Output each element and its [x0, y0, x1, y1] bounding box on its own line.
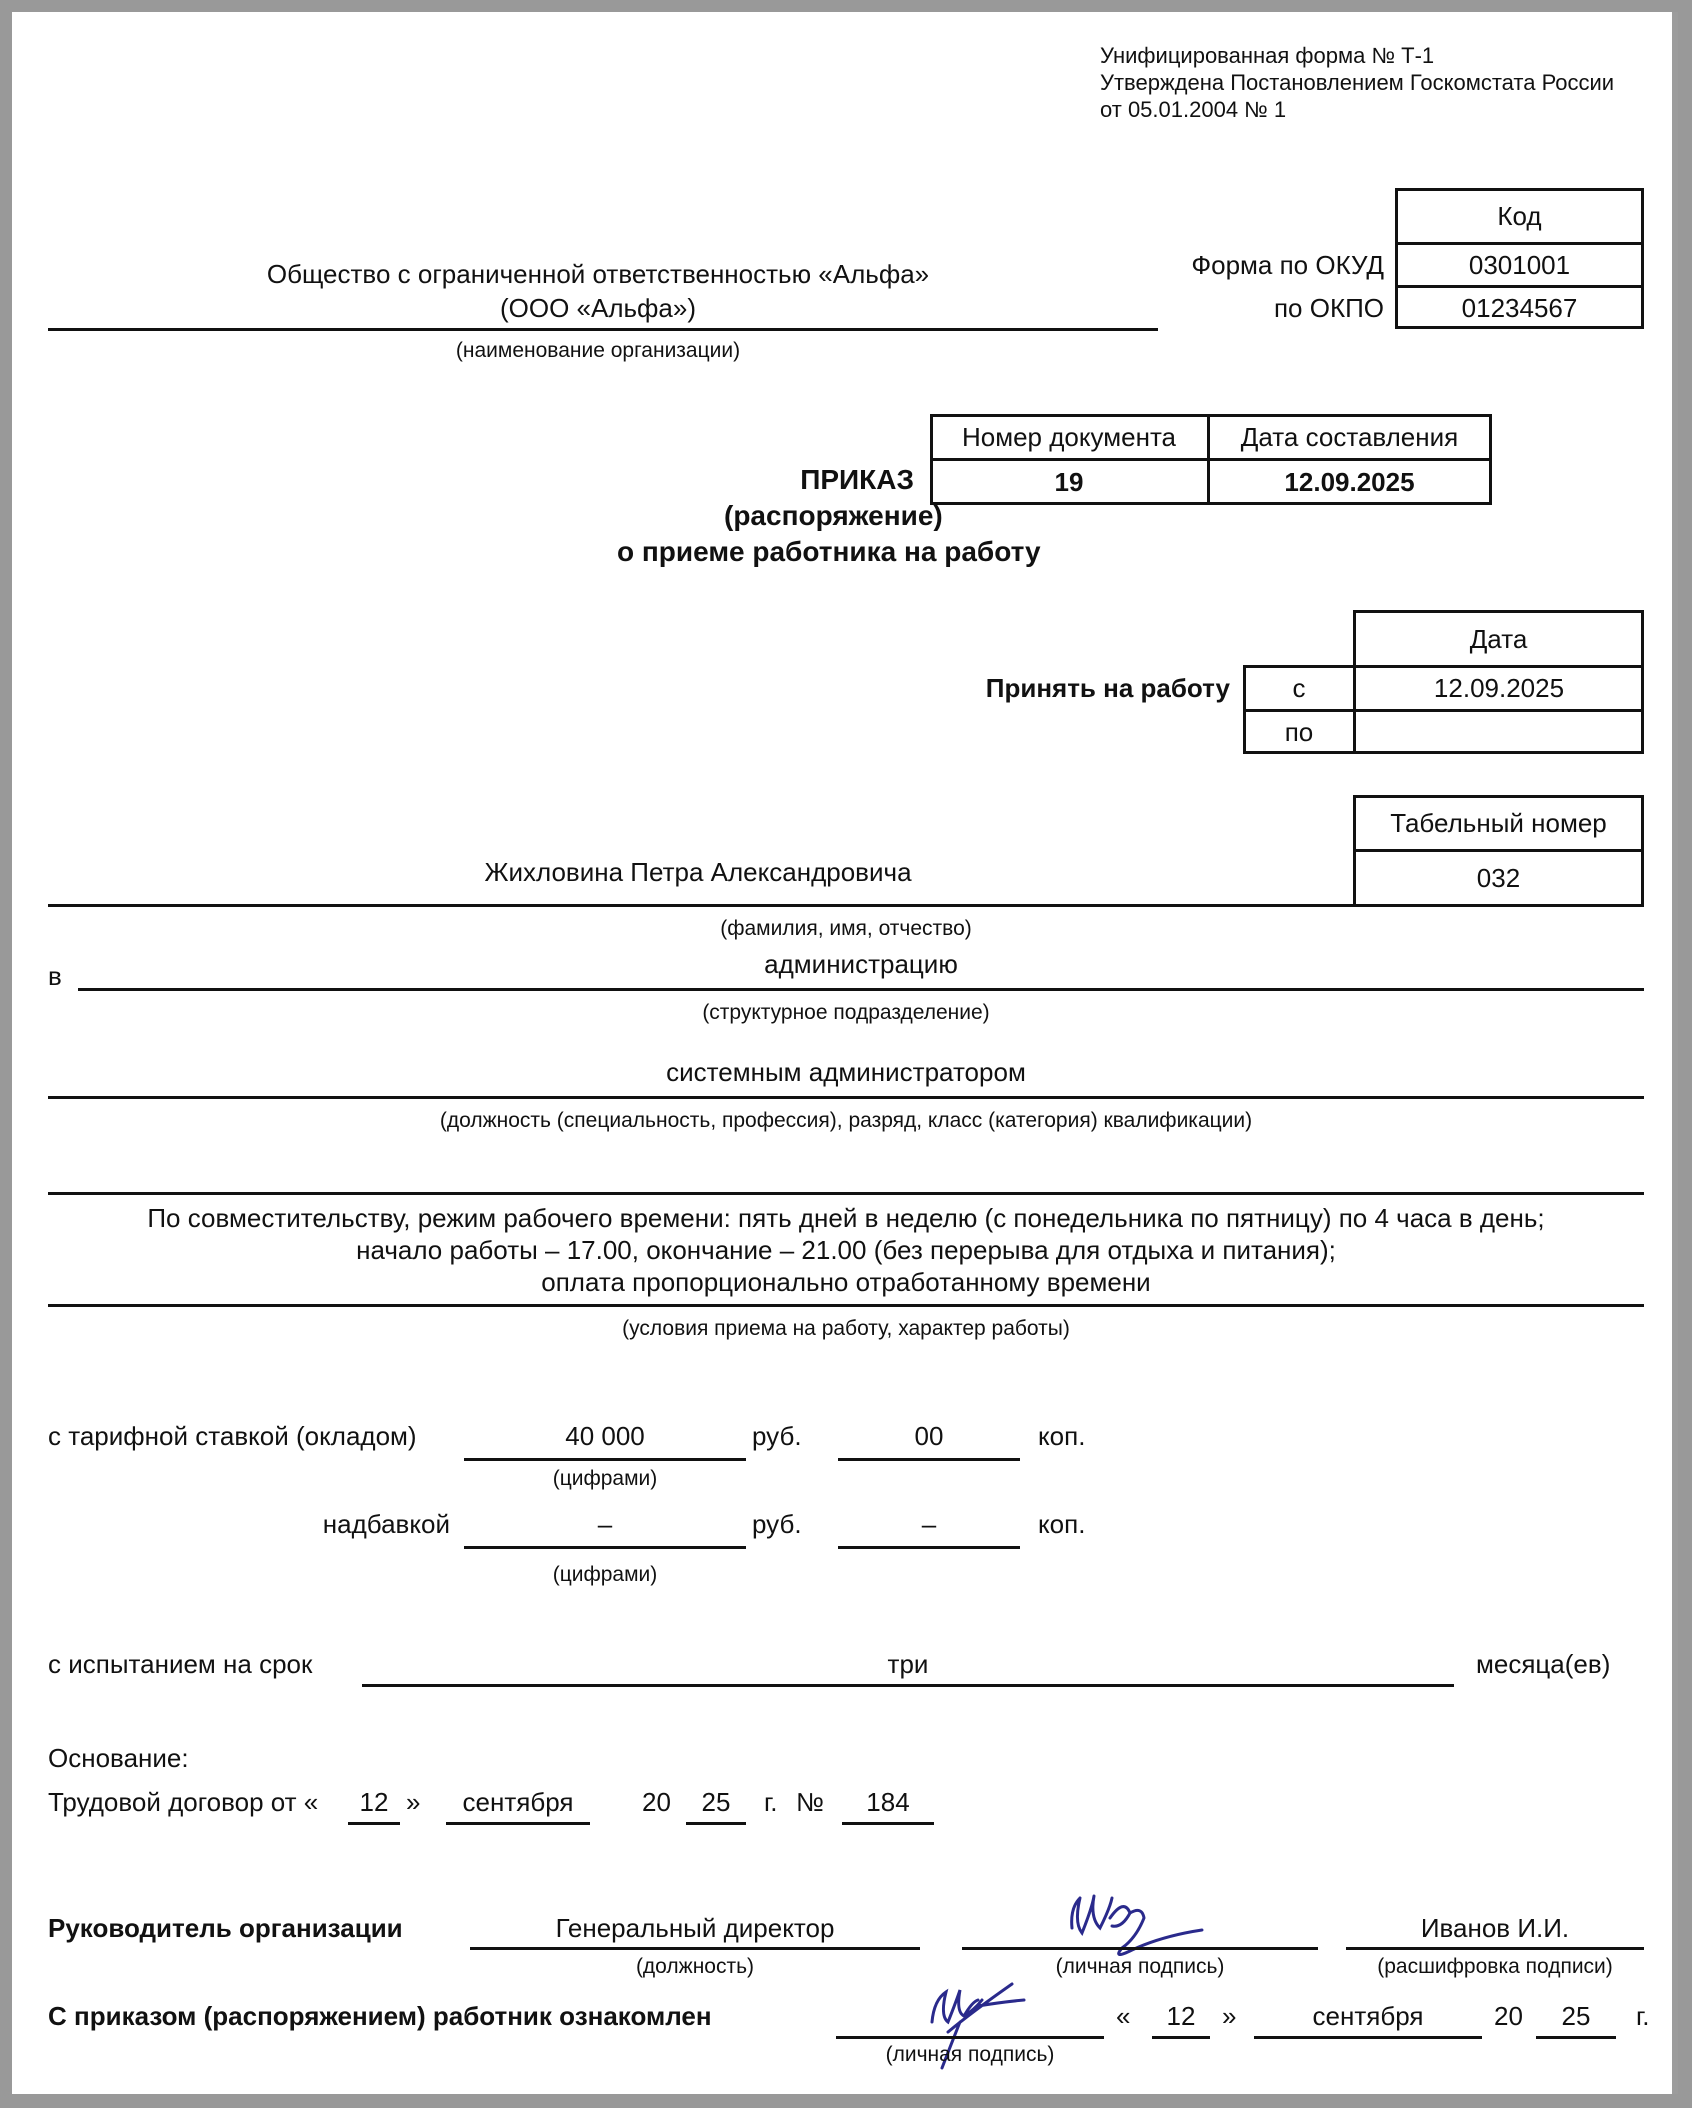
department-underline	[78, 988, 1644, 991]
conditions-line-2: начало работы – 17.00, окончание – 21.00 (без перерыва для отдыха и питания);	[356, 1235, 1336, 1265]
conditions-top-line	[48, 1192, 1644, 1195]
hire-to-value	[1356, 712, 1642, 752]
rate-rub-value: 40 000	[565, 1421, 645, 1451]
hire-to-label: по	[1284, 716, 1314, 747]
document-title: ПРИКАЗ	[800, 464, 914, 495]
rate-kop-value: 00	[914, 1421, 944, 1451]
codes-header: Код	[1497, 200, 1542, 231]
probation-unit: месяца(ев)	[1476, 1649, 1611, 1679]
conditions-text	[48, 1202, 1644, 1298]
ack-century: 20	[1494, 2001, 1523, 2031]
employee-signature-caption: (личная подпись)	[885, 2043, 1055, 2066]
head-name-underline	[1346, 1947, 1644, 1950]
organization-underline	[48, 328, 1158, 331]
doc-date-header: Дата составления	[1240, 421, 1459, 452]
contract-close-quote: »	[406, 1787, 421, 1817]
hire-label: Принять на работу	[985, 673, 1230, 703]
ack-month: сентября	[1312, 2001, 1424, 2031]
ack-close-quote: »	[1222, 2001, 1237, 2031]
bonus-kop-underline	[838, 1546, 1020, 1549]
position-caption: (должность (специальность, профессия), разряд, класс (категория) квалификации)	[439, 1109, 1253, 1132]
contract-number: 184	[866, 1787, 910, 1817]
bonus-rub-label: руб.	[752, 1509, 802, 1539]
bonus-kop-value: –	[921, 1509, 937, 1539]
department-prefix: в	[48, 961, 62, 991]
ack-year-underline	[1536, 2036, 1616, 2039]
okpo-label: по ОКПО	[1273, 293, 1384, 323]
basis-label: Основание:	[48, 1743, 189, 1773]
contract-day: 12	[359, 1787, 389, 1817]
hire-from-value: 12.09.2025	[1433, 673, 1565, 703]
contract-month-underline	[446, 1822, 590, 1825]
department-value: администрацию	[764, 949, 958, 979]
conditions-line-3: оплата пропорционально отработанному времени	[541, 1267, 1151, 1297]
contract-number-sign: №	[796, 1787, 824, 1817]
probation-value: три	[887, 1649, 929, 1679]
doc-date-value: 12.09.2025	[1284, 466, 1415, 497]
ack-day: 12	[1166, 2001, 1196, 2031]
rate-digits-caption: (цифрами)	[552, 1467, 658, 1490]
contract-number-underline	[842, 1822, 934, 1825]
okpo-value: 01234567	[1461, 292, 1578, 323]
bonus-rub-underline	[464, 1546, 746, 1549]
head-signature-caption: (личная подпись)	[1055, 1955, 1225, 1978]
bonus-rub-value: –	[597, 1509, 613, 1539]
rate-rub-underline	[464, 1458, 746, 1461]
employee-full-name: Жихловина Петра Александровича	[484, 857, 912, 887]
doc-number-value: 19	[1054, 466, 1084, 497]
head-label: Руководитель организации	[48, 1913, 403, 1943]
probation-underline	[362, 1684, 1454, 1687]
approval-note: Утверждена Постановлением Госкомстата России	[1100, 70, 1615, 95]
contract-day-underline	[348, 1822, 400, 1825]
okud-value: 0301001	[1468, 249, 1571, 280]
acknowledgement-label: С приказом (распоряжением) работник ознакомлен	[48, 2001, 712, 2031]
ack-year-suffix: г.	[1636, 2001, 1650, 2031]
department-caption: (структурное подразделение)	[702, 1001, 990, 1024]
ack-day-underline	[1152, 2036, 1210, 2039]
contract-month: сентября	[462, 1787, 574, 1817]
conditions-caption: (условия приема на работу, характер работы)	[622, 1317, 1070, 1340]
position-underline	[48, 1096, 1644, 1099]
contract-year-underline	[686, 1822, 746, 1825]
approval-date: от 05.01.2004 № 1	[1100, 97, 1287, 122]
contract-century: 20	[642, 1787, 671, 1817]
head-signature-underline	[962, 1947, 1318, 1950]
tab-number-header: Табельный номер	[1390, 807, 1607, 838]
rate-rub-label: руб.	[752, 1421, 802, 1451]
tab-number-value: 032	[1476, 863, 1521, 893]
contract-year: 25	[701, 1787, 731, 1817]
ack-month-underline	[1254, 2036, 1482, 2039]
bonus-kop-label: коп.	[1038, 1509, 1086, 1539]
document-subject: о приеме работника на работу	[617, 536, 1041, 567]
document-page	[12, 12, 1678, 2094]
organization-caption: (наименование организации)	[455, 339, 741, 362]
head-position: Генеральный директор	[555, 1913, 835, 1943]
organization-name: Общество с ограниченной ответственностью «Альфа»	[266, 259, 930, 289]
bonus-digits-caption: (цифрами)	[552, 1563, 658, 1586]
head-name: Иванов И.И.	[1420, 1913, 1570, 1943]
employee-signature-underline	[836, 2036, 1104, 2039]
rate-label: с тарифной ставкой (окладом)	[48, 1421, 417, 1451]
position-value: системным администратором	[666, 1057, 1026, 1087]
rate-kop-underline	[838, 1458, 1020, 1461]
contract-label: Трудовой договор от «	[48, 1787, 319, 1817]
ack-open-quote: «	[1116, 2001, 1131, 2031]
head-position-caption: (должность)	[635, 1955, 755, 1978]
form-header-note	[1100, 42, 1614, 123]
name-caption: (фамилия, имя, отчество)	[720, 917, 972, 940]
hire-date-header: Дата	[1469, 623, 1528, 654]
head-position-underline	[470, 1947, 920, 1950]
head-name-caption: (расшифровка подписи)	[1377, 1955, 1613, 1978]
form-name: Унифицированная форма № Т-1	[1100, 43, 1435, 68]
conditions-line-1: По совместительству, режим рабочего времени: пять дней в неделю (с понедельника по пятницу) по 4 часа в день;	[147, 1203, 1545, 1233]
probation-label: с испытанием на срок	[48, 1649, 313, 1679]
ack-year: 25	[1561, 2001, 1591, 2031]
hire-from-label: с	[1292, 673, 1306, 703]
rate-kop-label: коп.	[1038, 1421, 1086, 1451]
okud-label: Форма по ОКУД	[1191, 250, 1384, 280]
bonus-label: надбавкой	[322, 1509, 450, 1539]
document-subtitle: (распоряжение)	[724, 500, 943, 531]
contract-year-suffix: г.	[764, 1787, 778, 1817]
organization-short-name: (ООО «Альфа»)	[499, 293, 697, 323]
conditions-underline	[48, 1304, 1644, 1307]
doc-number-header: Номер документа	[961, 421, 1177, 452]
name-underline	[48, 904, 1644, 907]
